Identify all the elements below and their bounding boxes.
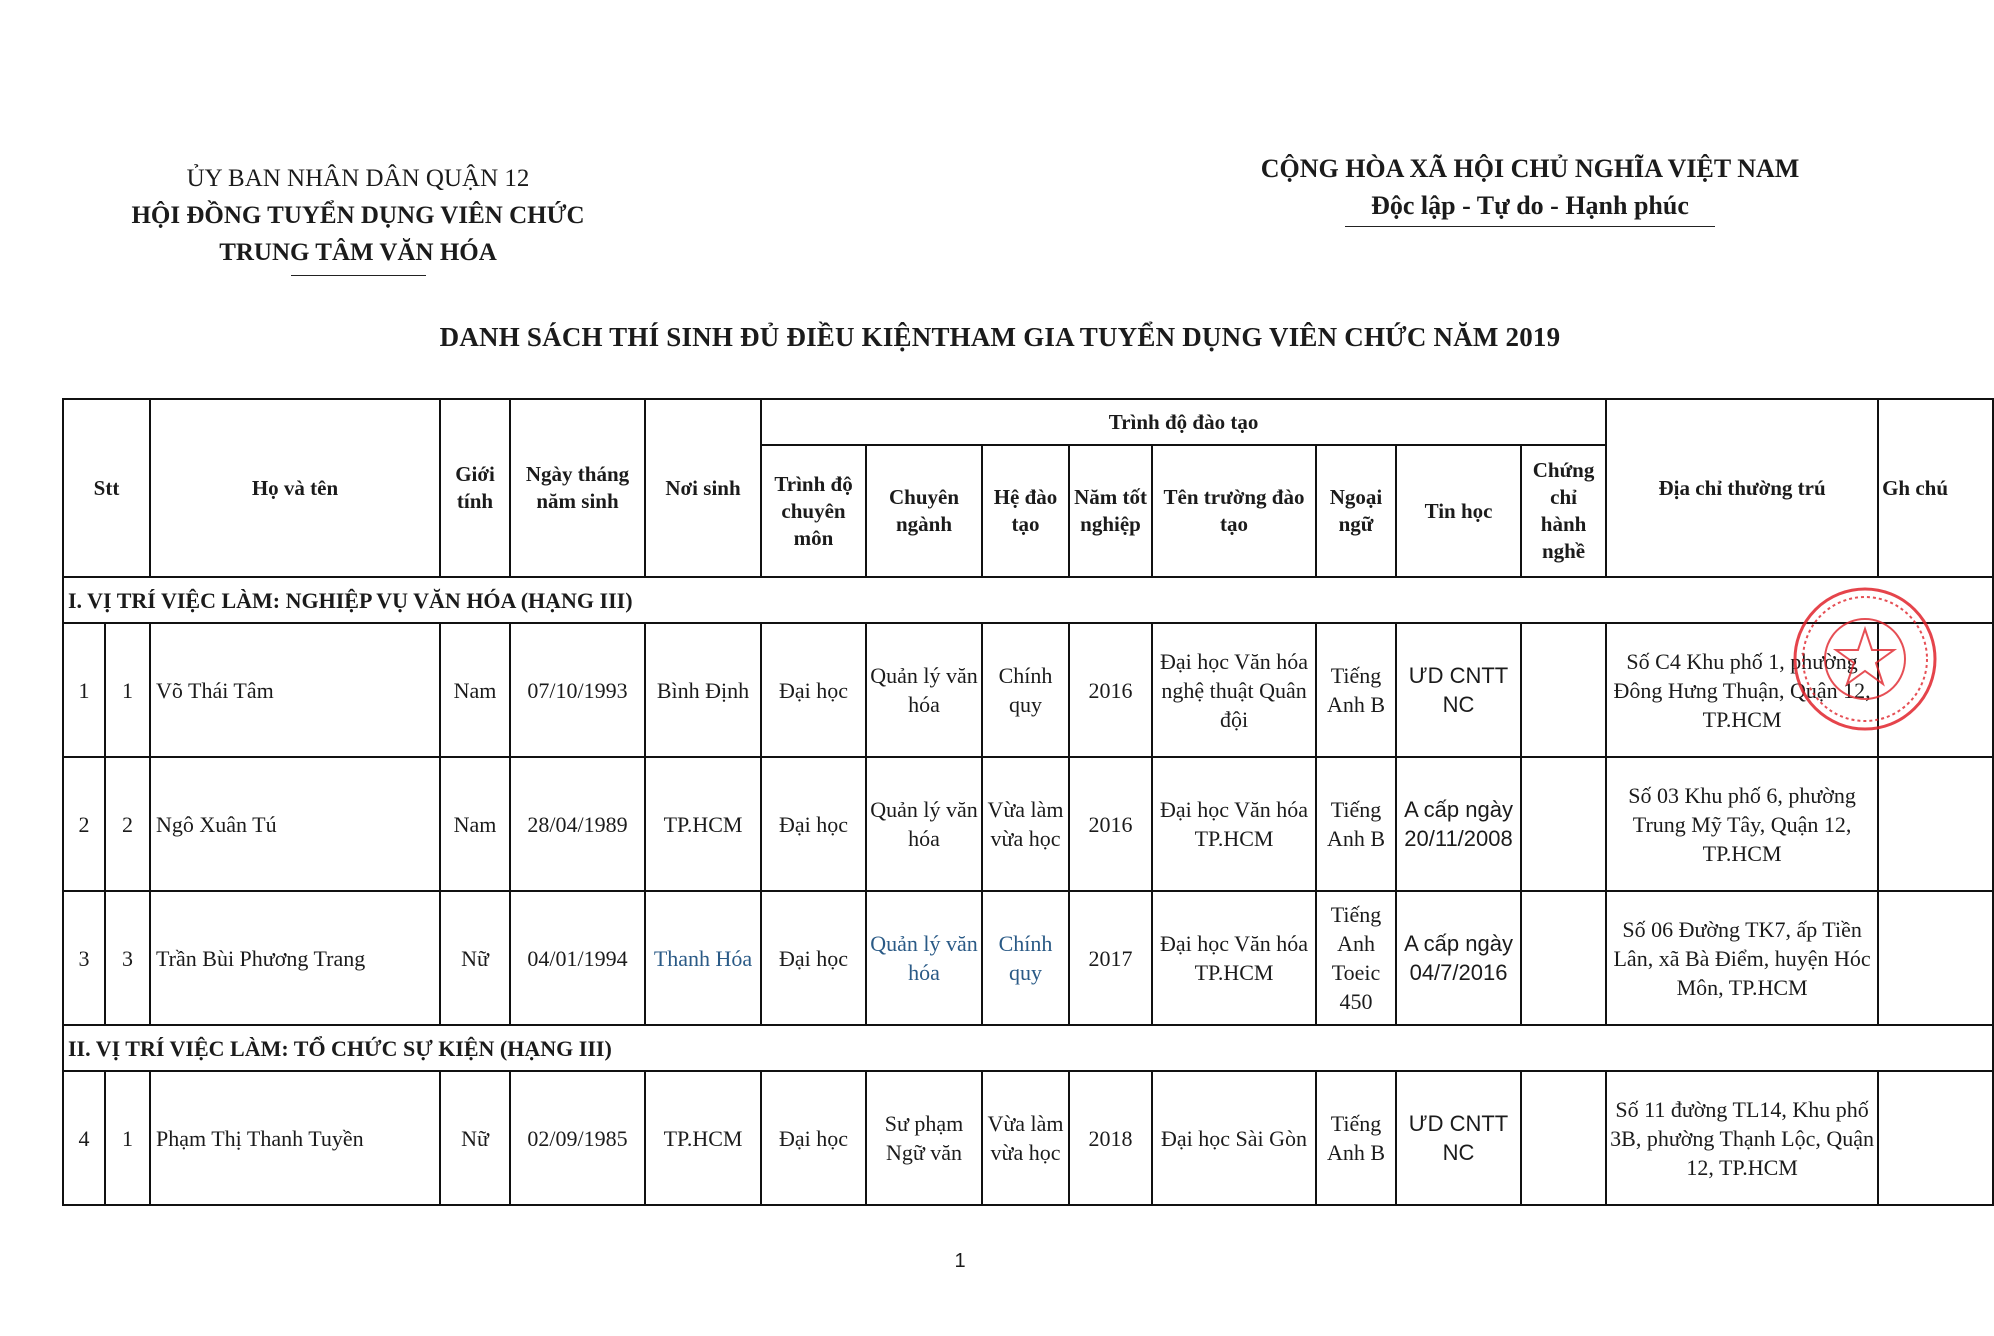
cell-level: Đại học: [761, 1071, 866, 1205]
cell-note: [1878, 1071, 1993, 1205]
motto: Độc lập - Tự do - Hạnh phúc: [1371, 191, 1689, 220]
cell-mode: Vừa làm vừa học: [982, 1071, 1069, 1205]
cell-stt: 1: [63, 623, 105, 757]
page-number: 1: [954, 1250, 966, 1272]
header-row-1: [63, 399, 1993, 445]
table-row: [63, 757, 1993, 891]
cell-gender: Nam: [440, 757, 510, 891]
authority-line-3: TRUNG TÂM VĂN HÓA: [219, 239, 497, 266]
cell-it: A cấp ngày 04/7/2016: [1396, 891, 1521, 1025]
col-level: Trình độ chuyên môn: [761, 445, 866, 577]
candidate-table: [62, 398, 1994, 1206]
cell-dob: 07/10/1993: [510, 623, 645, 757]
cell-address: Số 03 Khu phố 6, phường Trung Mỹ Tây, Quận 12, TP.HCM: [1606, 757, 1878, 891]
official-seal-stamp: [1790, 584, 1940, 734]
authority-underline: [291, 275, 426, 276]
cell-dob: 28/04/1989: [510, 757, 645, 891]
cell-it: ƯD CNTT NC: [1396, 1071, 1521, 1205]
cell-stt: 2: [63, 757, 105, 891]
cell-language: Tiếng Anh B: [1316, 623, 1396, 757]
cell-grad-year: 2016: [1069, 757, 1152, 891]
cell-note: [1878, 891, 1993, 1025]
cell-it: A cấp ngày 20/11/2008: [1396, 757, 1521, 891]
cell-major: Quản lý văn hóa: [866, 623, 982, 757]
cell-certificate: [1521, 1071, 1606, 1205]
cell-level: Đại học: [761, 891, 866, 1025]
cell-level: Đại học: [761, 623, 866, 757]
authority-line-1: ỦY BAN NHÂN DÂN QUẬN 12: [186, 165, 530, 192]
cell-stt: 4: [63, 1071, 105, 1205]
col-it: Tin học: [1396, 445, 1521, 577]
col-major: Chuyên ngành: [866, 445, 982, 577]
cell-birthplace: Bình Định: [645, 623, 761, 757]
motto-underline: [1345, 226, 1715, 227]
cell-grad-year: 2018: [1069, 1071, 1152, 1205]
cell-school: Đại học Văn hóa TP.HCM: [1152, 891, 1316, 1025]
cell-name: Phạm Thị Thanh Tuyền: [150, 1071, 440, 1205]
col-school: Tên trường đào tạo: [1152, 445, 1316, 577]
cell-address: Số 06 Đường TK7, ấp Tiền Lân, xã Bà Điểm, huyện Hóc Môn, TP.HCM: [1606, 891, 1878, 1025]
cell-major: Quản lý văn hóa: [866, 891, 982, 1025]
cell-sub-stt: 2: [105, 757, 150, 891]
col-mode: Hệ đào tạo: [982, 445, 1069, 577]
cell-it: ƯD CNTT NC: [1396, 623, 1521, 757]
table-row: [63, 1071, 1993, 1205]
cell-language: Tiếng Anh Toeic 450: [1316, 891, 1396, 1025]
cell-mode: Chính quy: [982, 623, 1069, 757]
authority-line-2: HỘI ĐỒNG TUYỂN DỤNG VIÊN CHỨC: [131, 202, 585, 229]
cell-mode: Vừa làm vừa học: [982, 757, 1069, 891]
cell-gender: Nữ: [440, 1071, 510, 1205]
cell-sub-stt: 3: [105, 891, 150, 1025]
cell-certificate: [1521, 757, 1606, 891]
cell-dob: 02/09/1985: [510, 1071, 645, 1205]
cell-name: Võ Thái Tâm: [150, 623, 440, 757]
cell-certificate: [1521, 623, 1606, 757]
cell-sub-stt: 1: [105, 1071, 150, 1205]
cell-name: Ngô Xuân Tú: [150, 757, 440, 891]
col-gender: Giới tính: [440, 399, 510, 577]
cell-stt: 3: [63, 891, 105, 1025]
cell-gender: Nữ: [440, 891, 510, 1025]
cell-mode: Chính quy: [982, 891, 1069, 1025]
table-row: [63, 623, 1993, 757]
cell-dob: 04/01/1994: [510, 891, 645, 1025]
cell-language: Tiếng Anh B: [1316, 757, 1396, 891]
cell-birthplace: TP.HCM: [645, 1071, 761, 1205]
cell-note: [1878, 757, 1993, 891]
col-birthplace: Nơi sinh: [645, 399, 761, 577]
issuing-authority: [78, 160, 638, 276]
cell-address: Số C4 Khu phố 1, phường Đông Hưng Thuận, Quận 12, TP.HCM: [1606, 623, 1878, 757]
cell-major: Quản lý văn hóa: [866, 757, 982, 891]
cell-major: Sư phạm Ngữ văn: [866, 1071, 982, 1205]
cell-school: Đại học Văn hóa nghệ thuật Quân đội: [1152, 623, 1316, 757]
cell-name: Trần Bùi Phương Trang: [150, 891, 440, 1025]
section-title: I. VỊ TRÍ VIỆC LÀM: NGHIỆP VỤ VĂN HÓA (HẠNG III): [63, 577, 1993, 623]
section-title: II. VỊ TRÍ VIỆC LÀM: TỔ CHỨC SỰ KIỆN (HẠNG III): [63, 1025, 1993, 1071]
section-row: [63, 577, 1993, 623]
candidate-table-wrapper: [62, 398, 1949, 1208]
section-row: [63, 1025, 1993, 1071]
col-name: Họ và tên: [150, 399, 440, 577]
cell-certificate: [1521, 891, 1606, 1025]
col-stt: Stt: [63, 399, 150, 577]
cell-grad-year: 2017: [1069, 891, 1152, 1025]
col-address: Địa chỉ thường trú: [1606, 399, 1878, 577]
cell-birthplace: Thanh Hóa: [645, 891, 761, 1025]
table-row: [63, 891, 1993, 1025]
col-grad-year: Năm tốt nghiệp: [1069, 445, 1152, 577]
col-dob: Ngày tháng năm sinh: [510, 399, 645, 577]
col-group-training: Trình độ đào tạo: [761, 399, 1606, 445]
country-name: CỘNG HÒA XÃ HỘI CHỦ NGHĨA VIỆT NAM: [1260, 154, 1800, 183]
cell-address: Số 11 đường TL14, Khu phố 3B, phường Thạnh Lộc, Quận 12, TP.HCM: [1606, 1071, 1878, 1205]
cell-sub-stt: 1: [105, 623, 150, 757]
col-certificate: Chứng chỉ hành nghề: [1521, 445, 1606, 577]
cell-grad-year: 2016: [1069, 623, 1152, 757]
cell-birthplace: TP.HCM: [645, 757, 761, 891]
cell-level: Đại học: [761, 757, 866, 891]
col-language: Ngoại ngữ: [1316, 445, 1396, 577]
cell-gender: Nam: [440, 623, 510, 757]
col-note: Gh chú: [1878, 399, 1993, 577]
cell-school: Đại học Văn hóa TP.HCM: [1152, 757, 1316, 891]
document-title: DANH SÁCH THÍ SINH ĐỦ ĐIỀU KIỆNTHAM GIA TUYỂN DỤNG VIÊN CHỨC NĂM 2019: [439, 322, 1561, 352]
cell-language: Tiếng Anh B: [1316, 1071, 1396, 1205]
national-motto: [1220, 150, 1840, 227]
cell-school: Đại học Sài Gòn: [1152, 1071, 1316, 1205]
